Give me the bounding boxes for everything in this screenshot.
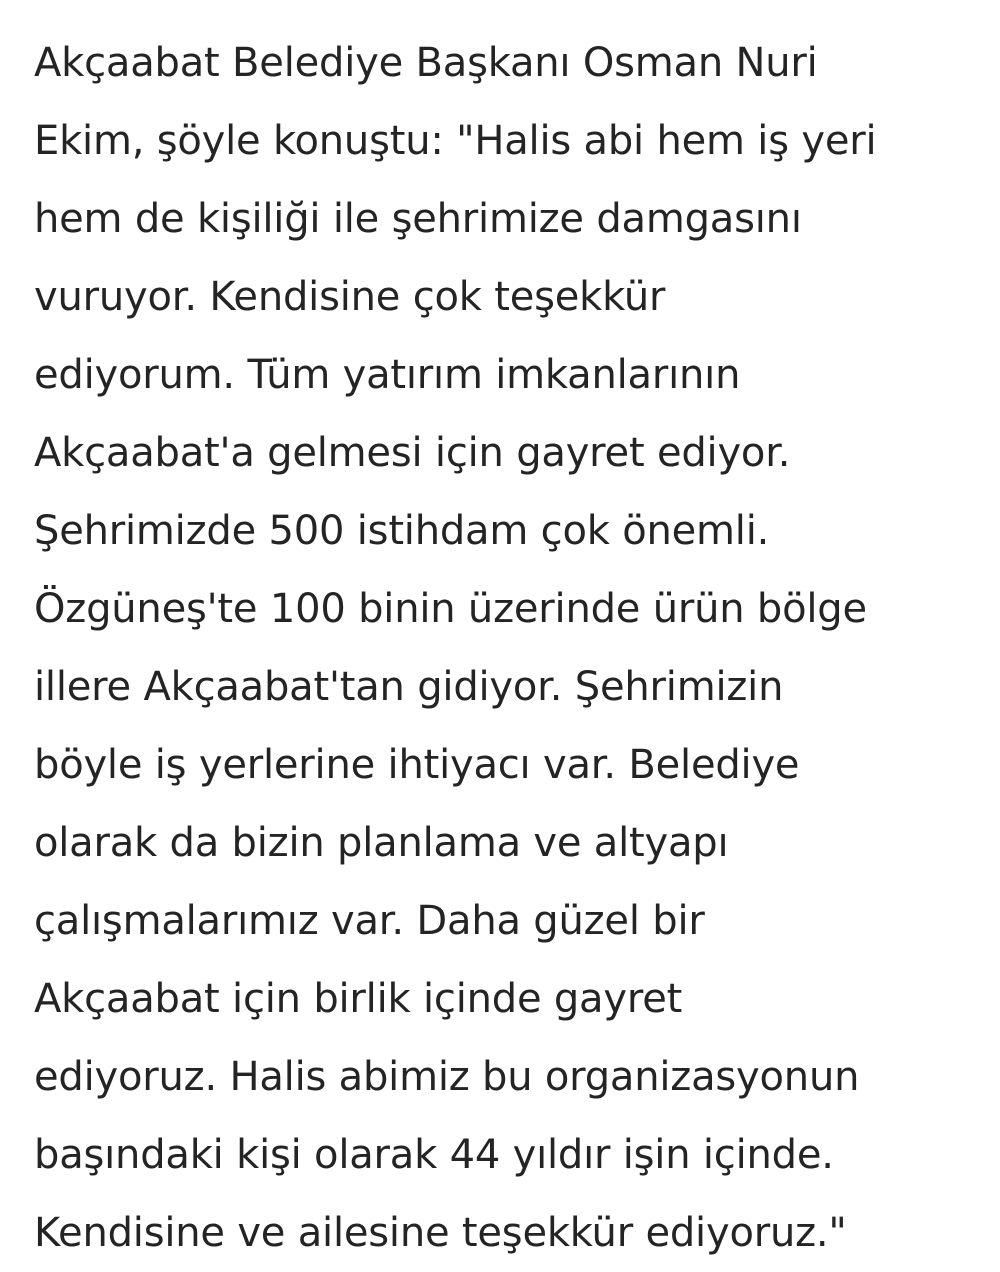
paragraph-line-11: olarak da bizin planlama ve altyapı <box>34 820 729 866</box>
paragraph-line-13: Akçaabat için birlik içinde gayret <box>34 976 683 1022</box>
paragraph-line-6: Akçaabat'a gelmesi için gayret ediyor. <box>34 430 791 476</box>
paragraph-line-5: ediyorum. Tüm yatırım imkanlarının <box>34 352 741 398</box>
paragraph-line-1: Akçaabat Belediye Başkanı Osman Nuri <box>34 40 818 86</box>
paragraph-line-8: Özgüneş'te 100 binin üzerinde ürün bölge <box>34 586 867 632</box>
paragraph-line-2: Ekim, şöyle konuştu: "Halis abi hem iş yeri <box>34 118 877 164</box>
article-paragraph <box>34 24 974 1272</box>
paragraph-line-7: Şehrimizde 500 istihdam çok önemli. <box>34 508 770 554</box>
paragraph-line-12: çalışmalarımız var. Daha güzel bir <box>34 898 705 944</box>
paragraph-line-3: hem de kişiliği ile şehrimize damgasını <box>34 196 802 242</box>
paragraph-line-14: ediyoruz. Halis abimiz bu organizasyonun <box>34 1054 860 1100</box>
paragraph-line-9: illere Akçaabat'tan gidiyor. Şehrimizin <box>34 664 784 710</box>
paragraph-line-4: vuruyor. Kendisine çok teşekkür <box>34 274 666 320</box>
paragraph-line-15: başındaki kişi olarak 44 yıldır işin içinde. <box>34 1132 834 1178</box>
paragraph-line-16: Kendisine ve ailesine teşekkür ediyoruz." <box>34 1210 847 1256</box>
paragraph-line-10: böyle iş yerlerine ihtiyacı var. Belediye <box>34 742 800 788</box>
